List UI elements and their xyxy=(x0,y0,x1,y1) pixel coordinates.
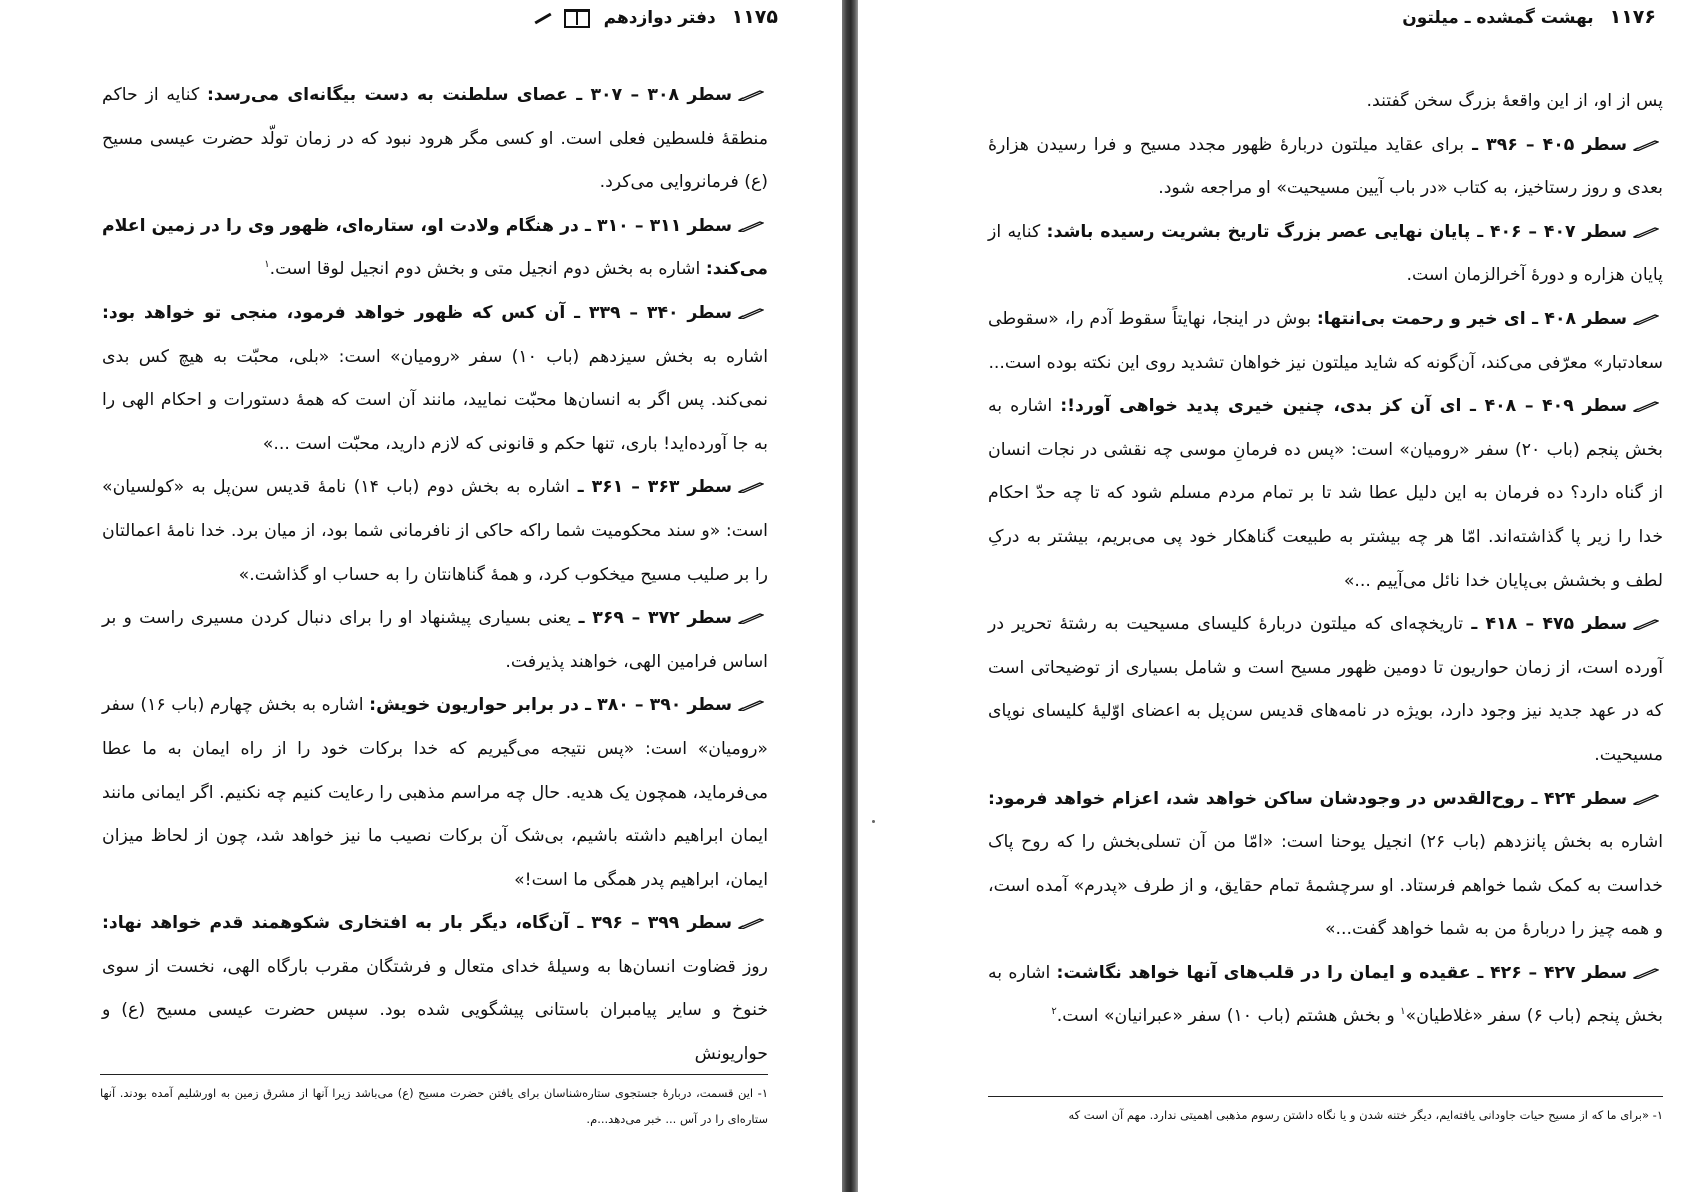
quoted-phrase: در هنگام ولادت او، ستاره‌ای، ظهور وی را در زمین اعلام می‌کند: xyxy=(102,215,768,280)
pen-icon xyxy=(738,481,764,493)
quill-icon xyxy=(534,12,551,24)
right-intro: پس از او، از این واقعهٔ بزرگ سخن گفتند. xyxy=(1366,91,1663,111)
pen-icon xyxy=(738,220,764,232)
quoted-phrase: آن کس که ظهور خواهد فرمود، منجی تو خواهد بود: xyxy=(102,302,566,323)
annotation-text: اشاره به بخش دوم (باب ۱۴) نامهٔ قدیس سن‌پل به «کولسیان» است: «و سند محکومیت شما راکه حاکی از نافرمانی شما بود، از میان برد. خدا نامهٔ اعمالتان را بر صلیب مسیح میخکوب کرد، و همهٔ گناهانتان را به حساب او گذاشت.» xyxy=(102,477,768,585)
line-reference: سطر ۳۹۰ – ۳۸۰ ـ xyxy=(579,695,732,716)
line-reference: سطر ۳۶۳ – ۳۶۱ ـ xyxy=(569,477,732,498)
line-reference: سطر ۳۱۱ – ۳۱۰ ـ xyxy=(578,215,732,236)
pen-icon xyxy=(738,917,764,929)
annotation-text: کنایه از پایان هزاره و دورهٔ آخرالزمان است. xyxy=(988,221,1663,286)
right-page-title: بهشت گمشده ـ میلتون xyxy=(1402,8,1594,28)
left-page-body xyxy=(102,74,768,1077)
annotation-text: و بخش هشتم (باب ۱۰) سفر «عبرانیان» است. xyxy=(1056,1006,1401,1027)
line-reference: سطر ۴۲۴ ـ xyxy=(1524,788,1627,809)
line-reference: سطر ۳۹۹ – ۳۹۶ ـ xyxy=(569,913,732,934)
pen-icon xyxy=(738,699,764,711)
pen-icon xyxy=(1633,226,1659,238)
pen-icon xyxy=(1633,313,1659,325)
annotation-text: بوش در اینجا، نهایتاً سقوط آدم را، «سقوطی سعادتبار» معرّفی می‌کند، آن‌گونه که شاید میلتون نیز خواهان تشدید روی این نکته بوده است... xyxy=(988,308,1663,373)
annotation-text: روز قضاوت انسان‌ها به وسیلهٔ خدای متعال و فرشتگان مقرب بارگاه الهی، نخست از سوی خنوخ و سایر پیامبران باستانی پیشگویی شده بود. سپس حضرت عیسی مسیح (ع) و حواریونش xyxy=(102,956,768,1065)
right-page-body xyxy=(988,80,1663,1039)
annotation-text: برای عقاید میلتون دربارهٔ ظهور مجدد مسیح و فرا رسیدن هزارهٔ بعدی و روز رستاخیز، به کتاب «در باب آیین مسیحیت» او مراجعه شود. xyxy=(988,134,1663,199)
pen-icon xyxy=(738,307,764,319)
annotation-entry xyxy=(988,778,1663,952)
footnote-marker: ۱ xyxy=(264,259,270,271)
annotation-text: کنایه از حاکم منطقهٔ فلسطین فعلی است. او کسی مگر هرود نبود که در زمان تولّد حضرت عیسی مسیح (ع) فرمانروایی می‌کرد. xyxy=(102,85,768,193)
annotation-text: تاریخچه‌ای که میلتون دربارهٔ کلیسای مسیحیت به رشتهٔ تحریر در آورده است، از زمان حواریون تا دومین ظهور مسیح است و شامل بسیاری از توضیحاتی است که در عهد جدید نیز وجود دارد، بویژه در نامه‌های قدیس سن‌پل به اعضای اوّلیهٔ کلیسای نوپای مسیحیت. xyxy=(988,614,1663,765)
annotation-text: اشاره به بخش پنجم (باب ۶) سفر «غلاطیان» xyxy=(988,962,1663,1027)
footnote-divider xyxy=(100,1074,768,1075)
quoted-phrase: ای خیر و رحمت بی‌انتها: xyxy=(1316,308,1526,329)
annotation-entry xyxy=(102,74,768,205)
annotation-entry xyxy=(102,902,768,1076)
quoted-phrase: روح‌القدس در وجودشان ساکن خواهد شد، اعزام خواهد فرمود: xyxy=(988,788,1525,809)
line-reference: سطر ۴۰۷ – ۴۰۶ ـ xyxy=(1470,221,1627,242)
scan-speck xyxy=(872,820,875,823)
annotation-text: یعنی بسیاری پیشنهاد او را برای دنبال کردن مسیری راست و بر اساس فرامین الهی، خواهند پذیرفت. xyxy=(102,608,768,672)
left-page-header xyxy=(98,6,778,32)
pen-icon xyxy=(1633,400,1659,412)
annotation-entry xyxy=(102,684,768,902)
annotation-text: اشاره به بخش چهارم (باب ۱۶) سفر «رومیان» است: «پس نتیجه می‌گیریم که خدا برکات خود را از راه ایمان به ما عطا می‌فرماید، همچون یک هدیه. حال چه مراسم مذهبی را رعایت کنیم چه نکنیم. اگر ایمانی مانند ایمان ابراهیم داشته باشیم، بی‌شک آن برکات نصیب ما نیز خواهد شد، چون از لحاظ میزان ایمان، ابراهیم پدر همگی ما است!» xyxy=(102,695,768,890)
annotation-entry xyxy=(988,211,1663,298)
right-page-number: ۱۱۷۶ xyxy=(1609,6,1656,28)
annotation-entry xyxy=(988,952,1663,1039)
pen-icon xyxy=(1633,793,1659,805)
pen-icon xyxy=(1633,618,1659,630)
annotation-entry xyxy=(102,205,768,292)
quoted-phrase: آن‌گاه، دیگر بار به افتخاری شکوهمند قدم خواهد نهاد: xyxy=(102,913,570,934)
line-reference: سطر ۴۰۹ – ۴۰۸ ـ xyxy=(1461,396,1627,417)
pen-icon xyxy=(1633,139,1659,151)
right-page xyxy=(858,0,1696,1192)
quoted-phrase: پایان نهایی عصر بزرگ تاریخ بشریت رسیده باشد: xyxy=(1046,221,1471,242)
annotation-entry xyxy=(102,292,768,466)
annotation-text: اشاره به بخش سیزدهم (باب ۱۰) سفر «رومیان» است: «بلی، محبّت به هیچ کس بدی نمی‌کند. پس اگر به انسان‌ها محبّت نمایید، مانند آن است که همهٔ دستورات و احکام الهی را به جا آورده‌اید! باری، تنها حکم و قانونی که لازم دارید، محبّت است ...» xyxy=(102,346,769,454)
left-page-number: ۱۱۷۵ xyxy=(731,6,778,28)
annotation-text: اشاره به بخش پنجم (باب ۲۰) سفر «رومیان» است: «پس ده فرمانِ موسی چه نقشی در نجات انسان از گناه دارد؟ ده فرمان به این دلیل عطا شد تا بر تمام مردم مسلم شود که تا چه حدّ احکام خدا را زیر پا گذاشته‌اند. امّا هر چه بیشتر به طبیعت گناهکار خود پی می‌بریم، بیشتر به درکِ لطف و بخشش بی‌پایان خدا نائل می‌آییم ...» xyxy=(988,396,1663,591)
pen-icon xyxy=(1633,967,1659,979)
pen-icon xyxy=(738,89,764,101)
footnote-divider xyxy=(988,1096,1663,1097)
right-page-header xyxy=(1398,6,1656,32)
left-page xyxy=(0,0,842,1192)
left-footnote: ۱- این قسمت، دربارهٔ جستجوی ستاره‌شناسان برای یافتن حضرت مسیح (ع) می‌باشد زیرا آنها از مشرق زمین به اورشلیم آمده بودند. آنها ستاره‌ای را در آس ... خبر می‌دهد...م. xyxy=(100,1086,768,1126)
line-reference: سطر ۳۴۰ – ۳۳۹ ـ xyxy=(565,302,732,323)
annotation-entry xyxy=(102,466,768,597)
annotation-text: اشاره به بخش دوم انجیل متی و بخش دوم انجیل لوقا است. xyxy=(269,259,706,280)
annotation-entry xyxy=(988,298,1663,385)
line-reference: سطر ۳۷۲ – ۳۶۹ ـ xyxy=(570,608,732,629)
quoted-phrase: ای آن کز بدی، چنین خیری پدید خواهی آورد!: xyxy=(1060,396,1462,417)
annotation-entry xyxy=(988,603,1663,777)
annotation-text: اشاره به بخش پانزدهم (باب ۲۶) انجیل یوحنا است: «امّا من آن تسلی‌بخش را که روح پاک خداست به کمک شما خواهم فرستاد. او سرچشمهٔ تمام حقایق، و از طرف «پدرم» آمده است، و همه چیز را دربارهٔ من به شما خواهد گفت...» xyxy=(988,832,1663,940)
line-reference: سطر ۴۰۵ – ۳۹۶ ـ xyxy=(1464,134,1627,155)
footnote-marker: ۱ xyxy=(1400,1006,1406,1018)
quoted-phrase: عصای سلطنت به دست بیگانه‌ای می‌رسد: xyxy=(207,85,568,105)
book-icon xyxy=(564,9,590,28)
annotation-entry xyxy=(988,385,1663,603)
line-reference: سطر ۳۰۸ – ۳۰۷ ـ xyxy=(567,85,732,105)
line-reference: سطر ۴۲۷ – ۴۲۶ ـ xyxy=(1470,962,1627,983)
book-gutter xyxy=(842,0,858,1192)
line-reference: سطر ۴۰۸ ـ xyxy=(1525,308,1628,329)
line-reference: سطر ۴۷۵ – ۴۱۸ ـ xyxy=(1463,614,1627,635)
footnote-marker: ۲ xyxy=(1051,1006,1057,1018)
pen-icon xyxy=(738,612,764,624)
annotation-entry xyxy=(102,597,768,684)
right-footnote: ۱- «برای ما که از مسیح حیات جاودانی یافته‌ایم، دیگر ختنه شدن و یا نگاه داشتن رسوم مذهبی اهمیتی ندارد. مهم آن است که xyxy=(1068,1108,1663,1122)
left-page-title: دفتر دوازدهم xyxy=(603,8,716,28)
quoted-phrase: عقیده و ایمان را در قلب‌های آنها خواهد نگاشت: xyxy=(1056,962,1471,983)
annotation-entry xyxy=(988,124,1663,211)
quoted-phrase: در برابر حواریون خویش: xyxy=(369,695,580,716)
